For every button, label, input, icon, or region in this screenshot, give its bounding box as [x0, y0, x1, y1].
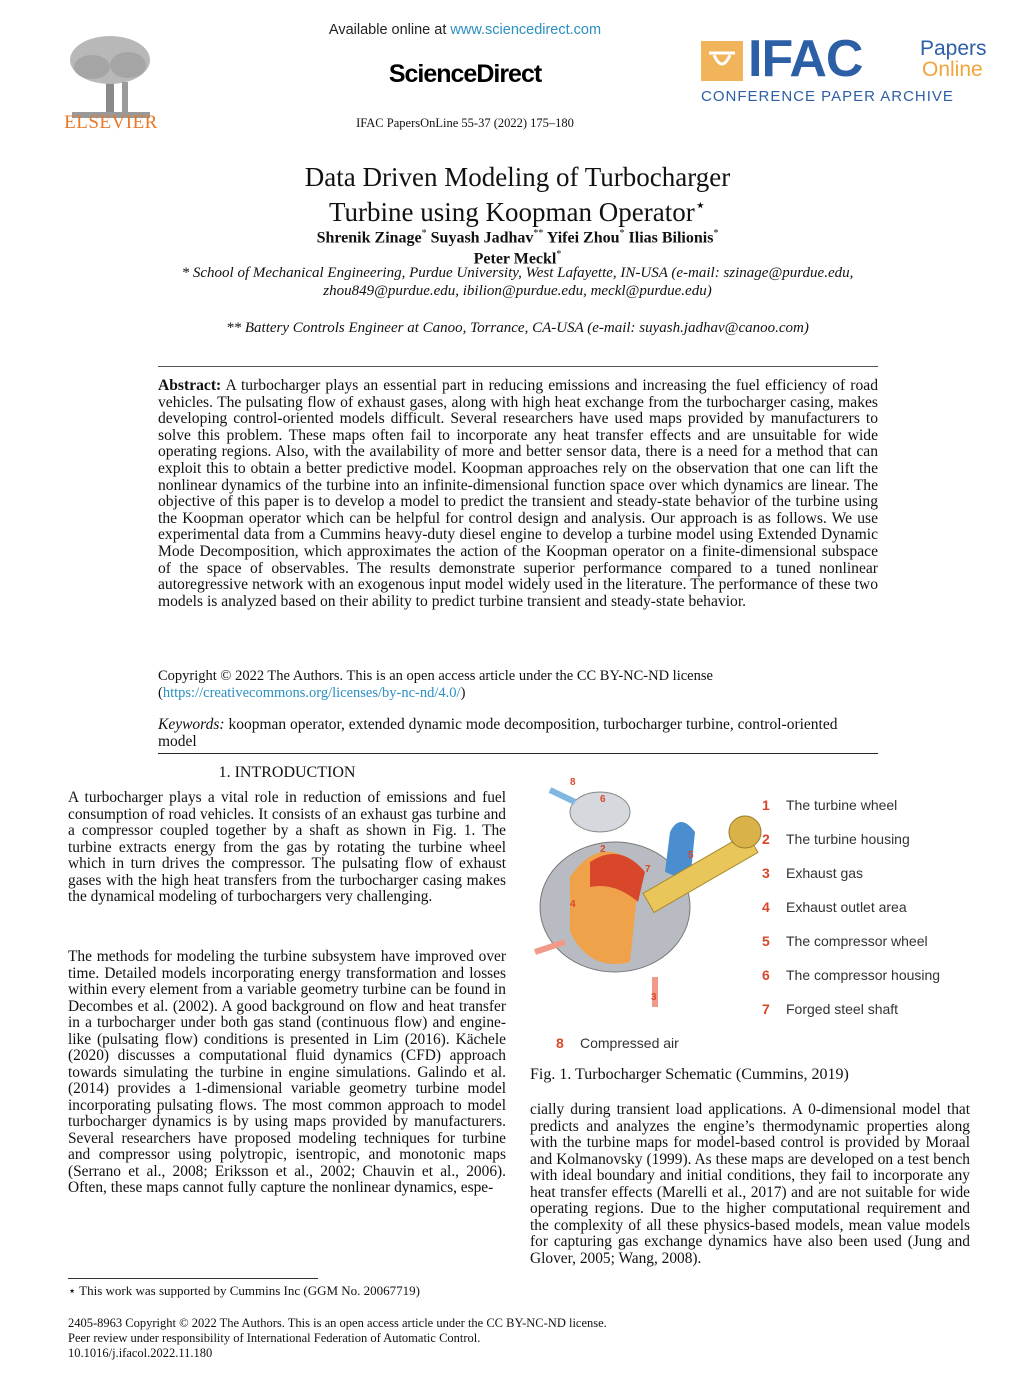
- legend-label: Compressed air: [580, 1035, 679, 1051]
- author-name: Shrenik Zinage: [316, 229, 422, 247]
- callout-4: 4: [570, 899, 576, 910]
- issn-copyright-line: 2405-8963 Copyright © 2022 The Authors. This is an open access article under the CC BY-NC-ND license.: [68, 1316, 607, 1330]
- author-name: Peter Meckl: [473, 250, 557, 268]
- legend-label: The compressor housing: [786, 967, 941, 983]
- callout-8: 8: [570, 777, 576, 788]
- publication-notes: [68, 1316, 768, 1361]
- legend-number: 5: [762, 933, 770, 949]
- callout-2: 2: [600, 844, 606, 855]
- legend-number: 6: [762, 967, 770, 983]
- legend-label: The turbine housing: [786, 831, 910, 847]
- copyright-text: Copyright © 2022 The Authors. This is an open access article under the CC BY-NC-ND license: [158, 668, 713, 684]
- figure-legend-item: [762, 933, 928, 949]
- license-link[interactable]: https://creativecommons.org/licenses/by-nc-nd/4.0/: [162, 685, 461, 701]
- legend-number: 7: [762, 1001, 770, 1017]
- footnote: ⋆ This work was supported by Cummins Inc (GGM No. 20067719): [68, 1283, 421, 1298]
- author-mark: *: [619, 228, 625, 239]
- legend-number: 4: [762, 899, 770, 915]
- callout-1: 1: [615, 879, 621, 890]
- footnote-divider: [68, 1278, 318, 1279]
- available-online-text: [300, 22, 630, 38]
- ifac-online-label: Online: [922, 58, 983, 81]
- affiliation-canoo: ** Battery Controls Engineer at Canoo, Torrance, CA-USA (e-mail: suyash.jadhav@canoo.com): [226, 320, 809, 336]
- legend-label: Exhaust gas: [786, 865, 864, 881]
- legend-number: 1: [762, 797, 770, 813]
- air-arrow-icon: [550, 790, 575, 802]
- figure-legend-item: [762, 1001, 898, 1017]
- divider: [158, 366, 878, 367]
- available-prefix: Available online at: [328, 22, 451, 38]
- legend-label: Forged steel shaft: [786, 1001, 899, 1017]
- ifac-wordmark: IFAC: [748, 30, 863, 88]
- figure-caption: Fig. 1. Turbocharger Schematic (Cummins, 2019): [530, 1066, 849, 1083]
- paragraph: cially during transient load applications. A 0-dimensional model that predicts and analyzes the engine’s thermodynamic properties along with the turbine maps for model-based control is provided by Moraal and Kolmanovsky (1999). As these maps are developed on a test bench with ideal boundary and initial conditions, they fail to incorporate any heat transfer effects (Marelli et al., 2017) and are not suitable for wide operating regions. Due to the higher computational requirement and the complexity of all these physics-based models, mean value models for capturing gas exchange dynamics have also been used (Jung and Glover, 2005; Wang, 2008).: [530, 1101, 970, 1267]
- figure-legend-item: [762, 899, 907, 915]
- paper-title: [150, 163, 885, 226]
- sciencedirect-link[interactable]: www.sciencedirect.com: [450, 22, 602, 38]
- abstract-text: A turbocharger plays an essential part in reducing emissions and increasing the fuel efficiency of road vehicles. The pulsating flow of exhaust gases, along with high heat exchange from the turbocharger casing, makes developing control-oriented models difficult. Several researchers have used maps provided by manufacturers to solve this problem. These maps often fail to incorporate any heat transfer effects and are unsuitable for wide operating regions. Also, with the availability of more and better sensor data, there is a need for a method that can exploit this to obtain a better predictive model. Koopman approaches rely on the observation that one can lift the nonlinear dynamics of the turbine into an infinite-dimensional function space over which dynamics are linear. The objective of this paper is to develop a model to predict the transient and steady-state behavior of the turbine using the Koopman operator which can be helpful for control design and analysis. Our approach is as follows. We use experimental data from a Cummins heavy-duty diesel engine to develop a turbine model using Extended Dynamic Mode Decomposition, which approximates the action of the Koopman operator on a finite-dimensional subspace of the space of observables. The results demonstrate superior performance compared to a tuned nonlinear autoregressive network with an exogenous input model widely used in the literature. The performance of these two models is analyzed based on their ability to predict turbine transient and steady-state behavior.: [158, 377, 878, 610]
- paragraph: The methods for modeling the turbine subsystem have improved over time. Detailed models incorporating energy transformation and losses within every element from a variable geometry turbine can be found in Decombes et al. (2002). A good background on flow and heat transfer in a turbocharger under both gas stand (continuous flow) and engine-like (pulsating flow) conditions is presented in Lim (2016). Kächele (2020) discusses a computational fluid dynamics (CFD) approach towards simulating the turbine in engine simulations. Galindo et al. (2014) provides a 1-dimensional variable geometry turbine model incorporating pulsating flows. The most common approach to model turbocharger dynamics is by using maps provided by manufacturers. Several researchers have proposed modeling techniques for turbine and compressor using polytropic, isentropic, and monotonic maps (Serrano et al., 2008; Eriksson et al., 2002; Chauvin et al., 2006). Often, these maps cannot fully capture the nonlinear dynamics, espe-: [68, 948, 506, 1196]
- peer-review-line: Peer review under responsibility of International Federation of Automatic Control.: [68, 1331, 481, 1345]
- author-name: Suyash Jadhav: [430, 229, 534, 247]
- figure-legend-item: [556, 1035, 679, 1051]
- copyright-notice: Copyright © 2022 The Authors. This is an open access article under the CC BY-NC-ND license (https://creativecommons.org/licenses/by-nc-nd/4.0/): [158, 668, 713, 701]
- figure-legend-item: [762, 797, 897, 813]
- divider: [158, 753, 878, 754]
- keywords-text: koopman operator, extended dynamic mode decomposition, turbocharger turbine, control-oriented model: [158, 716, 838, 750]
- abstract: [158, 378, 878, 610]
- actuator-canister-shape: [729, 816, 761, 848]
- author-list: [150, 225, 885, 268]
- callout-3: 3: [651, 992, 657, 1003]
- turbocharger-schematic-image: [530, 772, 770, 1012]
- figure-legend-item: [762, 967, 940, 983]
- elsevier-wordmark: ELSEVIER: [64, 112, 158, 133]
- keywords-label: Keywords:: [158, 716, 225, 733]
- author-mark: *: [713, 228, 719, 239]
- section-heading: 1. INTRODUCTION: [218, 764, 356, 781]
- callout-7: 7: [645, 864, 651, 875]
- legend-number: 2: [762, 831, 770, 847]
- journal-reference: IFAC PapersOnLine 55-37 (2022) 175–180: [356, 116, 574, 130]
- author-mark: *: [556, 249, 562, 261]
- author-name: Ilias Bilionis: [628, 229, 714, 247]
- legend-number: 8: [556, 1035, 564, 1051]
- callout-6: 6: [600, 794, 606, 805]
- legend-label: The turbine wheel: [786, 797, 898, 813]
- title-line-1: Data Driven Modeling of Turbocharger: [304, 162, 731, 192]
- affiliation-purdue: * School of Mechanical Engineering, Purdue University, West Lafayette, IN-USA (e-mail: szinage@purdue.edu, zhou849@purdue.edu, ibilion@purdue.edu, meckl@purdue.edu): [181, 265, 854, 299]
- ifac-emblem-icon: [701, 41, 743, 81]
- ifac-glyph-icon: [701, 41, 743, 81]
- callout-5: 5: [688, 850, 694, 861]
- legend-number: 3: [762, 865, 770, 881]
- doi-line[interactable]: 10.1016/j.ifacol.2022.11.180: [68, 1346, 213, 1360]
- author-mark: **: [533, 228, 544, 239]
- keywords: [158, 716, 878, 750]
- paragraph: A turbocharger plays a vital role in reduction of emissions and fuel consumption of road vehicles. It consists of an exhaust gas turbine and a compressor coupled together by a shaft as shown in Fig. 1. The turbine extracts energy from the gas by rotating the turbine wheel which in turn drives the compressor. The pulsating flow of exhaust gases with the high heat transfers from the turbocharger casing makes the dynamical modeling of turbochargers very challenging.: [68, 789, 506, 905]
- abstract-label: Abstract:: [158, 377, 222, 394]
- title-line-2: Turbine using Koopman Operator: [329, 197, 695, 227]
- sciencedirect-logo: ScienceDirect: [388, 60, 542, 88]
- figure-legend-item: [762, 831, 910, 847]
- legend-label: The compressor wheel: [786, 933, 928, 949]
- author-name: Yifei Zhou: [546, 229, 620, 247]
- legend-label: Exhaust outlet area: [786, 899, 907, 915]
- author-mark: *: [421, 228, 427, 239]
- figure-legend-item: [762, 865, 863, 881]
- title-footnote-mark: ⋆: [694, 195, 706, 215]
- ifac-archive-label: CONFERENCE PAPER ARCHIVE: [701, 88, 954, 105]
- ifac-papers-label: Papers: [920, 37, 987, 60]
